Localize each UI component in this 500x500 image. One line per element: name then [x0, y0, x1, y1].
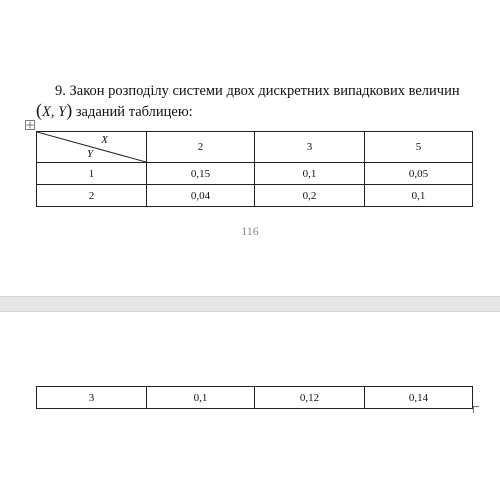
row-y-cell: 3 — [37, 387, 147, 409]
row-y-cell: 2 — [37, 185, 147, 207]
header-x-label: X — [101, 134, 108, 146]
problem-statement-rest: заданий таблицею: — [75, 104, 193, 120]
header-cell: 3 — [255, 132, 365, 163]
table-cell: 0,1 — [147, 387, 255, 409]
header-cell: 2 — [147, 132, 255, 163]
table-cell: 0,2 — [255, 185, 365, 207]
distribution-table — [36, 131, 473, 207]
table-cell: 0,1 — [365, 185, 473, 207]
problem-statement-line2 — [36, 100, 193, 121]
page-number: 116 — [241, 224, 259, 238]
table-row — [37, 185, 473, 207]
row-end-marker — [473, 406, 479, 413]
comma: , — [50, 104, 55, 120]
table-move-handle-icon[interactable] — [25, 120, 35, 130]
row-y-cell: 1 — [37, 163, 147, 185]
page-break-gap — [0, 296, 500, 312]
problem-statement-line1: 9. Закон розподілу системи двох дискретних випадкових величин — [55, 83, 460, 99]
table-cell: 0,05 — [365, 163, 473, 185]
table-cell: 0,12 — [255, 387, 365, 409]
header-cell: 5 — [365, 132, 473, 163]
paren-close: ) — [66, 100, 73, 120]
table-cell: 0,14 — [365, 387, 473, 409]
table-header-row — [37, 132, 473, 163]
distribution-table-continued — [36, 386, 473, 409]
var-y: Y — [58, 104, 67, 120]
var-x: X — [42, 104, 51, 120]
table-row — [37, 163, 473, 185]
table-cell: 0,15 — [147, 163, 255, 185]
table-row — [37, 387, 473, 409]
table-cell: 0,04 — [147, 185, 255, 207]
diagonal-header-cell — [37, 132, 147, 163]
table-cell: 0,1 — [255, 163, 365, 185]
paren-open: ( — [36, 100, 42, 120]
header-y-label: Y — [87, 148, 94, 160]
